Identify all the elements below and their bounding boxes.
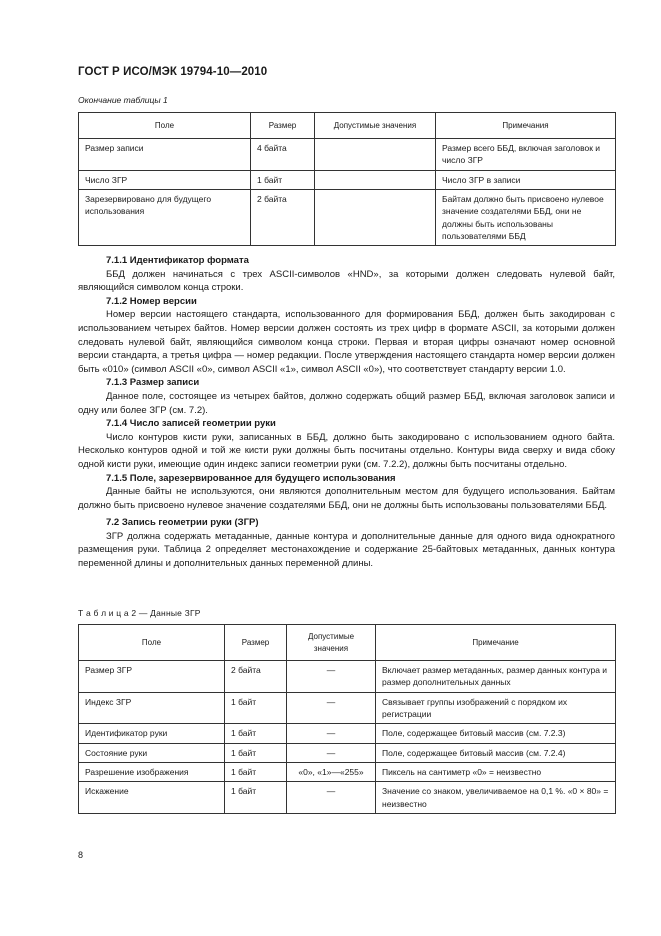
table2-header-allowed: Допустимые значения	[287, 625, 376, 661]
table-row	[79, 762, 616, 781]
table-cell	[315, 189, 436, 245]
section-heading: 7.2 Запись геометрии руки (ЗГР)	[106, 517, 259, 529]
table1	[78, 112, 616, 246]
table-cell: Связывает группы изображений с порядком их регистрации	[376, 692, 616, 724]
table-cell: —	[287, 692, 376, 724]
section-heading: 7.1.3 Размер записи	[106, 377, 200, 389]
table-cell: 1 байт	[251, 170, 315, 189]
table-cell	[315, 170, 436, 189]
table-row	[79, 661, 616, 693]
table-cell: 1 байт	[225, 782, 287, 814]
document-header: ГОСТ Р ИСО/МЭК 19794-10—2010	[78, 66, 268, 78]
table1-header-allowed: Допустимые значения	[315, 113, 436, 139]
table-cell: Число ЗГР	[79, 170, 251, 189]
table1-header-notes: Примечания	[436, 113, 616, 139]
table-cell	[315, 139, 436, 171]
table-cell: Размер ЗГР	[79, 661, 225, 693]
table-cell: 1 байт	[225, 762, 287, 781]
table-row	[79, 724, 616, 743]
table-cell: Число ЗГР в записи	[436, 170, 616, 189]
table-cell: Искажение	[79, 782, 225, 814]
table-row	[79, 139, 616, 171]
table1-caption: Окончание таблицы 1	[78, 95, 168, 105]
table-cell: Размер записи	[79, 139, 251, 171]
table2-caption: Т а б л и ц а 2 — Данные ЗГР	[78, 608, 201, 618]
table1-header-size: Размер	[251, 113, 315, 139]
table-cell: —	[287, 782, 376, 814]
section-paragraph: ЗГР должна содержать метаданные, данные контура и дополнительные данные для одного вида однократного размещения руки. Таблица 2 определяет местонахождение и содержание 25-байтовых метаданных, данных контура переменной длины и дополнительных данных переменной длины.	[78, 530, 615, 570]
table-cell: Индекс ЗГР	[79, 692, 225, 724]
page-number: 8	[78, 850, 84, 860]
table2	[78, 624, 616, 814]
table-cell: Значение со знаком, увеличиваемое на 0,1 %. «0 × 80» = неизвестно	[376, 782, 616, 814]
table-row	[79, 189, 616, 245]
section-heading: 7.1.2 Номер версии	[106, 295, 197, 307]
table2-header-field: Поле	[79, 625, 225, 661]
section-paragraph: Данное поле, состоящее из четырех байтов, должно содержать общий размер ББД, включая заголовок записи и одну или более ЗГР (см. 7.2).	[78, 390, 615, 416]
section-paragraph: Данные байты не используются, они являются дополнительным местом для будущего использования. Байтам должно быть присвоено нулевое значение создателями ББД, они не должны быть использованы пользователями ББД.	[78, 486, 615, 511]
table-cell: Байтам должно быть присвоено нулевое значение создателями ББД, они не должны быть использованы пользователями ББД	[436, 189, 616, 245]
table-cell: 1 байт	[225, 743, 287, 762]
table-cell: Размер всего ББД, включая заголовок и число ЗГР	[436, 139, 616, 171]
table-row	[79, 743, 616, 762]
table-cell: Зарезервировано для будущего использования	[79, 189, 251, 245]
table-cell: Состояние руки	[79, 743, 225, 762]
section-paragraph: Число контуров кисти руки, записанных в ББД, должно быть закодировано с использованием одного байта. Несколько контуров одной и той же кисти руки должны быть посчитаны отдельно. Контуры вида сверху и вида сбоку одной кисти руки, имеющие один индекс записи геометрии руки (см. 7.2.2), должны быть посчитаны отдельно.	[78, 431, 615, 470]
body-text	[78, 254, 615, 571]
section-heading: 7.1.4 Число записей геометрии руки	[106, 418, 276, 430]
table-cell: Поле, содержащее битовый массив (см. 7.2.3)	[376, 724, 616, 743]
table-cell: —	[287, 724, 376, 743]
table-cell: Поле, содержащее битовый массив (см. 7.2.4)	[376, 743, 616, 762]
table-cell: 2 байта	[251, 189, 315, 245]
section-heading: 7.1.5 Поле, зарезервированное для будущего использования	[106, 472, 396, 484]
table-cell: Включает размер метаданных, размер данных контура и размер дополнительных данных	[376, 661, 616, 693]
section-paragraph: ББД должен начинаться с трех ASCII-символов «HND», за которыми должен следовать нулевой байт, являющийся символом конца строки.	[78, 268, 615, 294]
table2-header-row	[79, 625, 616, 661]
table-cell: Пиксель на сантиметр «0» = неизвестно	[376, 762, 616, 781]
table2-header-size: Размер	[225, 625, 287, 661]
table-cell: —	[287, 661, 376, 693]
table2-header-note: Примечание	[376, 625, 616, 661]
table-cell: —	[287, 743, 376, 762]
table-row	[79, 170, 616, 189]
table-row	[79, 692, 616, 724]
table-cell: Разрешение изображения	[79, 762, 225, 781]
section-paragraph: Номер версии настоящего стандарта, использованного для формирования ББД, должен быть закодирован с использованием четырех байтов. Номер версии должен состоять из трех цифр в формате ASCII, за которыми должен следовать нулевой байт, являющийся символом конца строки. Первая и вторая цифры означают номер основной версии стандарта, а третья цифра — номер редакции. После утверждения настоящего стандарта номер версии должен быть «010» (символ ASCII «0», символ ASCII «1», символ ASCII «0»), что соответствует стандарту версии 1.0.	[78, 309, 615, 375]
table-cell: Идентификатор руки	[79, 724, 225, 743]
table1-header-field: Поле	[79, 113, 251, 139]
table-cell: 4 байта	[251, 139, 315, 171]
table-row	[79, 782, 616, 814]
table1-header-row	[79, 113, 616, 139]
section-heading: 7.1.1 Идентификатор формата	[106, 255, 249, 266]
table-cell: 1 байт	[225, 724, 287, 743]
table-cell: 1 байт	[225, 692, 287, 724]
table-cell: «0», «1»—«255»	[287, 762, 376, 781]
table-cell: 2 байта	[225, 661, 287, 693]
